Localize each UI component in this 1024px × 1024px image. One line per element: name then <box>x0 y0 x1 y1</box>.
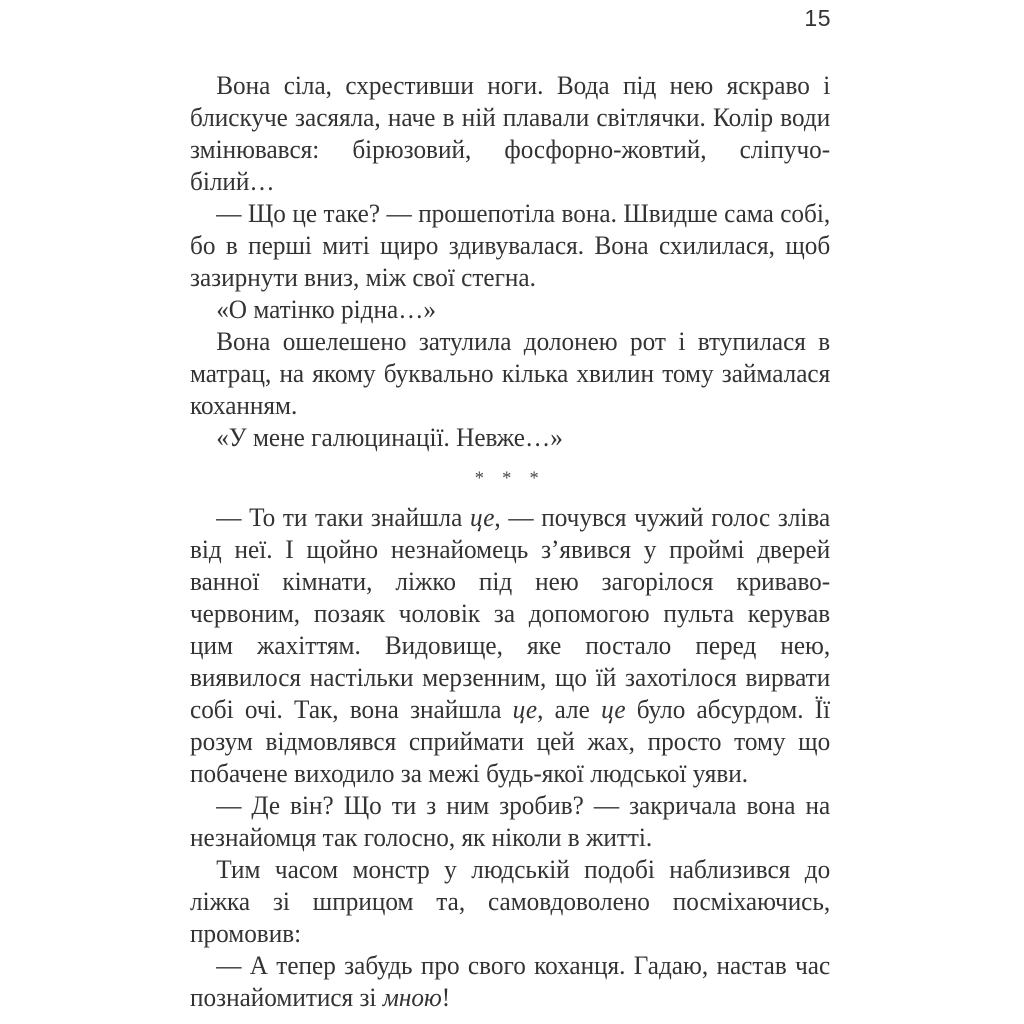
page-number: 15 <box>804 5 831 31</box>
paragraph: «О матінко рідна…» <box>216 295 437 324</box>
paragraph: «У мене галюцинації. Невже…» <box>216 423 563 452</box>
paragraph: Вона сіла, схрестивши ноги. Вода під нею яскраво і блискуче засяяла, наче в ній плавали світлячки. Колір води змінювався: бірюзовий, фосфорно-жовтий, сліпучо-білий… <box>190 71 831 196</box>
paragraph: — Що це таке? — прошепотіла вона. Швидше сама собі, бо в перші миті щиро здивувалася. Вона схилилася, щоб зазирнути вниз, між свої стегна. <box>190 199 831 292</box>
paragraph: Вона ошелешено затулила долонею рот і втупилася в матрац, на якому буквально кілька хвилин тому займалася коханням. <box>190 327 831 420</box>
paragraph: — То ти таки знайшла це, — почувся чужий голос зліва від неї. І щойно незнайомець з’явився у проймі дверей ванної кімнати, ліжко під нею загорілося криваво-червоним, позаяк чоловік за допомогою пульта керував цим жахіттям. Видовище, яке постало перед нею, виявилося настільки мерзенним, що їй захотілося вирвати собі очі. Так, вона знайшла це, але це було абсурдом. Її розум відмовлявся сприймати цей жах, просто тому що побачене виходило за межі будь-якої людської уяви. <box>190 503 831 788</box>
paragraph: — А тепер забудь про свого коханця. Гадаю, настав час познайомитися зі мною! <box>190 951 831 1012</box>
text-column <box>190 70 830 1014</box>
section-separator: * * * <box>474 468 546 489</box>
paragraph: — Де він? Що ти з ним зробив? — закричала вона на незнайомця так голосно, як ніколи в житті. <box>190 791 831 852</box>
paragraph: Тим часом монстр у людській подобі наблизився до ліжка зі шприцом та, самовдоволено посміхаючись, промовив: <box>190 855 831 948</box>
